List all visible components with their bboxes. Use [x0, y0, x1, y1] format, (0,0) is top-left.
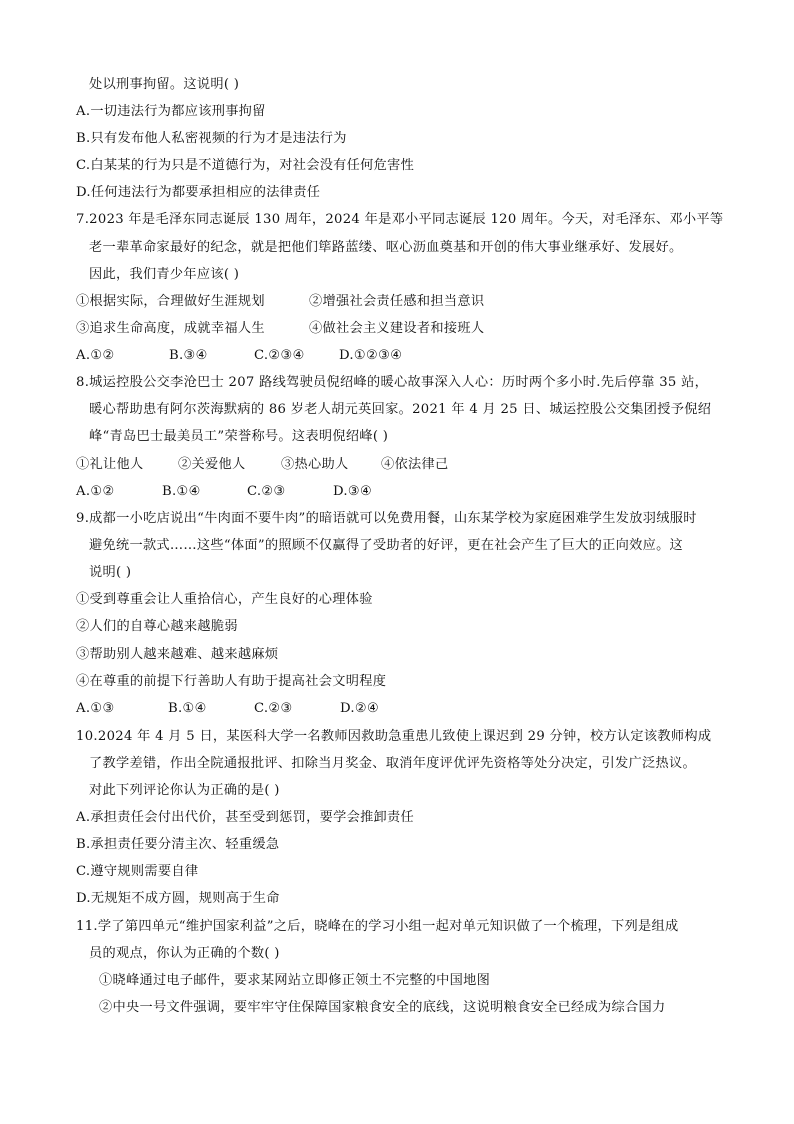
q10-option-d: D.无规矩不成方圆，规则高于生命 [76, 891, 280, 906]
q6-option-b: B.只有发布他人私密视频的行为才是违法行为 [76, 131, 347, 146]
q9-choices [76, 700, 379, 718]
q9-choice-b: B.①④ [168, 701, 207, 716]
q7-item-4: ④做社会主义建设者和接班人 [309, 321, 485, 336]
q11-stem-line-1: 11.学了第四单元“维护国家利益”之后，晓峰在的学习小组一起对单元知识做了一个梳理，下列是组成 [76, 919, 679, 934]
q9-item-3: ③帮助别人越来越难、越来越麻烦 [76, 647, 279, 662]
q6-option-d: D.任何违法行为都要承担相应的法律责任 [76, 185, 321, 200]
q11-stem-line-2: 员的观点，你认为正确的个数( ) [89, 946, 280, 961]
q7-item-row-2 [76, 320, 484, 338]
q7-item-2: ②增强社会责任感和担当意识 [309, 294, 485, 309]
q11-item-2: ②中央一号文件强调，要牢牢守住保障国家粮食安全的底线，这说明粮食安全已经成为综合国力 [99, 1000, 666, 1015]
q7-choice-a: A.①② [76, 348, 115, 363]
q9-stem-line-3: 说明( ) [89, 565, 132, 580]
q9-choice-a: A.①③ [76, 701, 115, 716]
q8-item-1: ①礼让他人 [76, 457, 144, 472]
q8-choice-d: D.③④ [333, 484, 373, 499]
q11-item-1: ①晓峰通过电子邮件，要求某网站立即修正领土不完整的中国地图 [99, 973, 491, 988]
q7-choice-c: C.②③④ [254, 348, 305, 363]
q8-stem-line-2: 暖心帮助患有阿尔茨海默病的 86 岁老人胡元英回家。2021 年 4 月 25 日、城运控股公交集团授予倪绍 [89, 402, 712, 417]
q7-choice-d: D.①②③④ [339, 348, 403, 363]
q9-item-2: ②人们的自尊心越来越脆弱 [76, 619, 238, 634]
q8-stem-line-3: 峰“青岛巴士最美员工”荣誉称号。这表明倪绍峰( ) [89, 429, 389, 444]
q7-stem-line-2: 老一辈革命家最好的纪念，就是把他们筚路蓝缕、呕心沥血奠基和开创的伟大事业继承好、发展好。 [89, 240, 683, 255]
q10-stem-line-3: 对此下列评论你认为正确的是( ) [89, 783, 280, 798]
q6-stem-tail: 处以刑事拘留。这说明( ) [89, 77, 240, 92]
q10-option-c: C.遵守规则需要自律 [76, 864, 199, 879]
q8-choice-c: C.②③ [247, 484, 286, 499]
q8-choice-a: A.①② [76, 484, 115, 499]
q9-choice-d: D.②④ [340, 701, 380, 716]
q7-choice-b: B.③④ [169, 348, 208, 363]
q10-option-a: A.承担责任会付出代价，甚至受到惩罚，要学会推卸责任 [76, 810, 415, 825]
q7-stem-line-1: 7.2023 年是毛泽东同志诞辰 130 周年，2024 年是邓小平同志诞辰 120 周年。今天，对毛泽东、邓小平等 [76, 212, 724, 227]
q9-stem-line-1: 9.成都一小吃店说出“牛肉面不要牛肉”的暗语就可以免费用餐，山东某学校为家庭困难学生发放羽绒服时 [76, 511, 697, 526]
q8-item-2: ②关爱他人 [178, 457, 246, 472]
q8-choices [76, 483, 372, 501]
q7-item-3: ③追求生命高度，成就幸福人生 [76, 321, 265, 336]
q10-stem-line-2: 了教学差错，作出全院通报批评、扣除当月奖金、取消年度评优评先资格等处分决定，引发广泛热议。 [89, 756, 696, 771]
q9-choice-c: C.②③ [254, 701, 293, 716]
q10-stem-line-1: 10.2024 年 4 月 5 日，某医科大学一名教师因救助急重患儿致使上课迟到 29 分钟，校方认定该教师构成 [76, 729, 712, 744]
q9-item-4: ④在尊重的前提下行善助人有助于提高社会文明程度 [76, 674, 387, 689]
q6-option-c: C.白某某的行为只是不道德行为，对社会没有任何危害性 [76, 158, 415, 173]
q7-stem-line-3: 因此，我们青少年应该( ) [89, 267, 240, 282]
q7-item-1: ①根据实际，合理做好生涯规划 [76, 294, 265, 309]
q10-option-b: B.承担责任要分清主次、轻重缓急 [76, 837, 280, 852]
q8-item-4: ④依法律己 [381, 457, 449, 472]
q7-choices [76, 347, 402, 365]
q8-item-3: ③热心助人 [281, 457, 349, 472]
q8-items [76, 456, 448, 474]
q8-choice-b: B.①④ [162, 484, 201, 499]
q9-item-1: ①受到尊重会让人重拾信心，产生良好的心理体验 [76, 592, 373, 607]
q9-stem-line-2: 避免统一款式……这些“体面”的照顾不仅赢得了受助者的好评，更在社会产生了巨大的正向效应。这 [89, 538, 684, 553]
q8-stem-line-1: 8.城运控股公交李沧巴士 207 路线驾驶员倪绍峰的暖心故事深入人心：历时两个多小时.先后停靠 35 站， [76, 375, 709, 390]
q7-item-row-1 [76, 293, 484, 311]
q6-option-a: A.一切违法行为都应该刑事拘留 [76, 104, 266, 119]
